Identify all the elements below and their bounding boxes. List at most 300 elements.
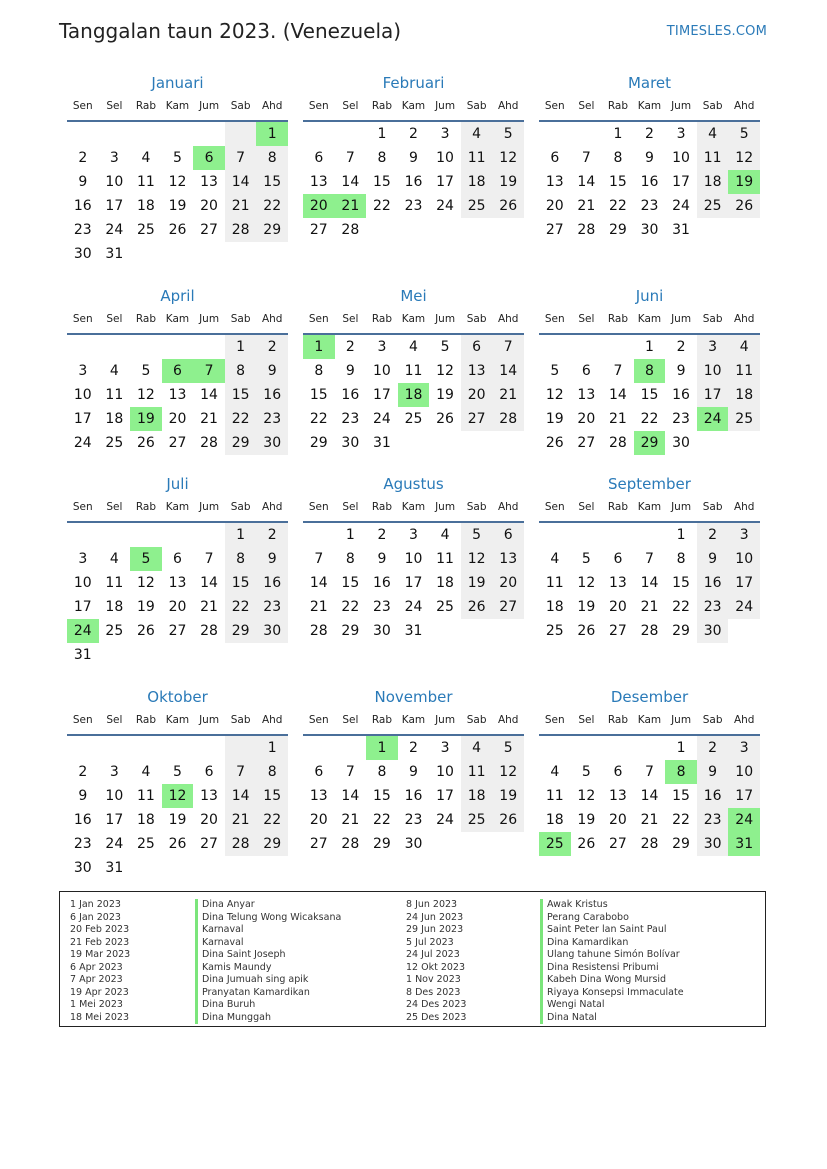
day-cell: 1: [225, 523, 257, 547]
day-cell: 14: [640, 575, 659, 591]
month-title: Oktober: [147, 688, 208, 706]
day-cell: 4: [409, 339, 418, 355]
day-cell: 30: [73, 860, 92, 876]
day-cell: 4: [109, 551, 119, 567]
weekday-label: Kam: [637, 501, 662, 513]
legend-holiday-name: Pranyatan Kamardikan: [195, 987, 341, 1000]
day-cell: 10: [73, 575, 92, 591]
day-cell: 20: [609, 599, 627, 615]
site-link[interactable]: TIMESLES.COM: [666, 24, 767, 39]
day-cell: 2: [676, 339, 686, 355]
day-cell: 4: [141, 764, 151, 780]
legend-date: 19 Apr 2023: [70, 986, 129, 998]
day-cell: 2: [697, 523, 729, 547]
day-cell: 24: [672, 198, 690, 214]
day-cell: 20: [309, 812, 328, 828]
day-cell: 14: [577, 174, 596, 190]
day-cell: 4: [461, 122, 493, 146]
weekday-label: Sab: [702, 501, 723, 513]
day-cell: 19: [168, 812, 187, 828]
day-cell: 17: [436, 788, 454, 804]
holiday-day-cell: 20: [303, 194, 335, 218]
day-cell: 14: [225, 170, 257, 194]
day-cell: 2: [256, 335, 288, 359]
day-cell: 9: [78, 174, 88, 190]
month-title: September: [608, 475, 691, 493]
weekday-label: Rab: [371, 100, 392, 112]
day-cell: 26: [577, 836, 596, 852]
weekday-label: Sen: [72, 100, 93, 112]
day-cell: 30: [404, 836, 423, 852]
holiday-day-cell: 1: [366, 736, 398, 760]
weekday-label: Sel: [106, 100, 123, 112]
legend-holiday-name: Karnaval: [195, 937, 341, 950]
weekday-label: Sen: [544, 313, 565, 325]
day-cell: 10: [436, 764, 454, 780]
day-cell: 19: [168, 198, 187, 214]
day-cell: 16: [256, 571, 288, 595]
day-cell: 14: [225, 784, 257, 808]
day-cell: 1: [676, 527, 686, 543]
day-cell: 19: [492, 170, 524, 194]
month-title: Februari: [382, 74, 445, 92]
month-maret: [539, 74, 760, 274]
legend-date: 19 Mar 2023: [70, 949, 131, 960]
day-cell: 11: [461, 146, 493, 170]
day-cell: 7: [345, 764, 355, 780]
weekday-label: Ahd: [497, 714, 519, 726]
day-cell: 3: [440, 740, 450, 756]
day-cell: 19: [461, 571, 493, 595]
legend-date: 6 Apr 2023: [70, 961, 123, 973]
day-cell: 15: [672, 575, 690, 591]
day-cell: 3: [377, 339, 387, 355]
weekday-label: Kam: [165, 501, 190, 513]
day-cell: 15: [256, 170, 288, 194]
month-november: [303, 688, 524, 888]
weekday-label: Rab: [135, 313, 156, 325]
holiday-day-cell: 25: [539, 832, 571, 856]
day-cell: 30: [697, 832, 729, 856]
weekday-label: Sab: [230, 313, 251, 325]
weekday-label: Sel: [578, 714, 595, 726]
weekday-label: Rab: [135, 714, 156, 726]
day-cell: 23: [672, 411, 690, 427]
day-cell: 3: [440, 126, 450, 142]
legend-date: 18 Mei 2023: [70, 1011, 129, 1023]
weekday-label: Sab: [466, 100, 487, 112]
day-cell: 12: [168, 174, 187, 190]
day-cell: 6: [550, 150, 560, 166]
weekday-label: Jum: [199, 100, 220, 112]
weekday-label: Sab: [466, 313, 487, 325]
day-cell: 21: [640, 599, 659, 615]
day-cell: 10: [697, 359, 729, 383]
holiday-day-cell: 6: [162, 359, 194, 383]
day-cell: 26: [168, 222, 187, 238]
day-cell: 1: [377, 126, 387, 142]
weekday-label: Sen: [544, 501, 565, 513]
day-cell: 18: [137, 198, 155, 214]
weekday-header: [539, 501, 760, 518]
month-januari: [67, 74, 288, 274]
day-cell: 22: [256, 194, 288, 218]
weekday-label: Jum: [435, 714, 456, 726]
legend-date: 24 Jun 2023: [406, 911, 464, 923]
day-cell: 11: [697, 146, 729, 170]
weekday-label: Ahd: [497, 313, 519, 325]
day-cell: 21: [640, 812, 659, 828]
day-cell: 5: [461, 523, 493, 547]
month-title: Juli: [166, 475, 189, 493]
day-cell: 5: [550, 363, 560, 379]
day-cell: 14: [341, 174, 360, 190]
day-cell: 20: [168, 599, 187, 615]
legend-date: 29 Jun 2023: [406, 924, 464, 935]
day-cell: 3: [78, 551, 88, 567]
month-mei: [303, 287, 524, 487]
holiday-day-cell: 6: [193, 146, 225, 170]
weekday-header: [539, 313, 760, 330]
day-cell: 23: [73, 222, 92, 238]
day-cell: 28: [492, 407, 524, 431]
legend-date: 1 Jan 2023: [70, 899, 121, 910]
day-cell: 8: [256, 146, 288, 170]
weekday-label: Jum: [199, 313, 220, 325]
weekday-label: Rab: [607, 313, 628, 325]
legend-holiday-name: Wengi Natal: [540, 999, 684, 1012]
day-cell: 6: [204, 764, 214, 780]
day-cell: 17: [404, 575, 423, 591]
month-title: Januari: [151, 74, 204, 92]
weekday-header: [67, 714, 288, 731]
day-cell: 23: [256, 595, 288, 619]
day-cell: 18: [697, 170, 729, 194]
day-cell: 31: [105, 860, 124, 876]
day-cell: 22: [309, 411, 328, 427]
weekday-label: Rab: [371, 313, 392, 325]
month-agustus: [303, 475, 524, 675]
month-april: [67, 287, 288, 487]
day-cell: 22: [640, 411, 659, 427]
day-cell: 16: [373, 575, 391, 591]
day-cell: 9: [409, 764, 418, 780]
day-cell: 7: [613, 363, 623, 379]
day-cell: 11: [461, 760, 493, 784]
day-cell: 18: [436, 575, 454, 591]
day-cell: 8: [225, 359, 257, 383]
weekday-label: Kam: [637, 313, 662, 325]
weekday-label: Jum: [435, 100, 456, 112]
month-februari: [303, 74, 524, 274]
day-cell: 6: [581, 363, 591, 379]
day-cell: 19: [137, 599, 155, 615]
day-cell: 23: [404, 198, 423, 214]
day-cell: 15: [373, 174, 391, 190]
day-cell: 1: [613, 126, 623, 142]
day-cell: 2: [697, 736, 729, 760]
day-cell: 21: [225, 194, 257, 218]
legend-holiday-name: Kabeh Dina Wong Mursid: [540, 974, 684, 987]
day-cell: 2: [645, 126, 654, 142]
day-cell: 27: [200, 222, 218, 238]
day-cell: 13: [168, 575, 187, 591]
day-cell: 6: [314, 764, 324, 780]
day-cell: 13: [492, 547, 524, 571]
day-cell: 8: [676, 551, 686, 567]
day-cell: 2: [345, 339, 355, 355]
day-cell: 27: [492, 595, 524, 619]
day-cell: 17: [73, 599, 92, 615]
day-cell: 26: [545, 435, 564, 451]
day-cell: 20: [200, 198, 218, 214]
day-cell: 25: [137, 836, 155, 852]
legend-holiday-name: Dina Kamardikan: [540, 937, 684, 950]
weekday-label: Jum: [671, 100, 692, 112]
day-cell: 15: [672, 788, 690, 804]
day-cell: 19: [577, 812, 596, 828]
day-cell: 10: [73, 387, 92, 403]
day-cell: 18: [105, 599, 124, 615]
day-cell: 14: [609, 387, 627, 403]
legend-holiday-name: Dina Natal: [540, 1012, 684, 1025]
day-cell: 12: [545, 387, 564, 403]
day-cell: 14: [341, 788, 360, 804]
day-cell: 28: [609, 435, 627, 451]
day-cell: 21: [200, 411, 218, 427]
day-cell: 15: [225, 571, 257, 595]
legend-date: 21 Feb 2023: [70, 936, 130, 948]
holiday-day-cell: 1: [303, 335, 335, 359]
day-cell: 12: [728, 146, 760, 170]
day-cell: 21: [609, 411, 627, 427]
day-cell: 4: [550, 764, 560, 780]
day-cell: 24: [373, 411, 391, 427]
legend-date: 12 Okt 2023: [406, 961, 466, 973]
day-cell: 7: [225, 760, 257, 784]
weekday-label: Sab: [702, 313, 723, 325]
weekday-label: Sab: [466, 714, 487, 726]
day-cell: 6: [314, 150, 324, 166]
legend-holiday-name: Awak Kristus: [540, 899, 684, 912]
day-cell: 16: [697, 571, 729, 595]
day-cell: 25: [436, 599, 454, 615]
day-cell: 23: [697, 808, 729, 832]
weekday-label: Rab: [607, 714, 628, 726]
day-cell: 17: [728, 571, 760, 595]
day-cell: 28: [341, 836, 360, 852]
weekday-label: Jum: [435, 313, 456, 325]
day-cell: 10: [436, 150, 454, 166]
day-cell: 9: [256, 547, 288, 571]
legend-date: 8 Jun 2023: [406, 899, 458, 910]
holiday-day-cell: 7: [193, 359, 225, 383]
day-cell: 8: [377, 150, 387, 166]
day-cell: 3: [409, 527, 418, 543]
day-cell: 29: [672, 623, 690, 639]
holiday-day-cell: 24: [67, 619, 99, 643]
weekday-label: Sel: [342, 714, 359, 726]
day-cell: 26: [137, 435, 155, 451]
month-title: Desember: [610, 688, 689, 706]
weekday-label: Ahd: [261, 100, 283, 112]
day-cell: 8: [314, 363, 324, 379]
weekday-header: [67, 313, 288, 330]
day-cell: 22: [373, 812, 391, 828]
day-cell: 24: [73, 435, 92, 451]
day-cell: 26: [492, 808, 524, 832]
legend-holiday-name: Dina Saint Joseph: [195, 949, 341, 962]
day-cell: 8: [345, 551, 355, 567]
weekday-header: [303, 714, 524, 731]
weekday-label: Rab: [607, 100, 628, 112]
day-cell: 21: [225, 808, 257, 832]
legend-date: 8 Des 2023: [406, 986, 461, 998]
day-cell: 2: [409, 126, 418, 142]
day-cell: 24: [404, 599, 423, 615]
legend-date: 25 Des 2023: [406, 1011, 467, 1023]
day-cell: 29: [256, 218, 288, 242]
month-september: [539, 475, 760, 675]
day-cell: 16: [404, 788, 423, 804]
day-cell: 17: [373, 387, 391, 403]
legend-date: 20 Feb 2023: [70, 924, 130, 935]
day-cell: 25: [137, 222, 155, 238]
day-cell: 9: [78, 788, 88, 804]
weekday-label: Sel: [342, 501, 359, 513]
legend-holiday-name: Dina Telung Wong Wicaksana: [195, 912, 341, 925]
day-cell: 11: [545, 575, 564, 591]
day-cell: 9: [676, 363, 686, 379]
weekday-label: Sel: [106, 501, 123, 513]
weekday-label: Sab: [702, 714, 723, 726]
weekday-label: Jum: [199, 714, 220, 726]
day-cell: 23: [341, 411, 360, 427]
weekday-label: Sen: [308, 313, 329, 325]
day-cell: 5: [581, 764, 591, 780]
day-cell: 19: [492, 784, 524, 808]
day-cell: 11: [404, 363, 423, 379]
weekday-label: Jum: [671, 714, 692, 726]
day-cell: 16: [73, 812, 92, 828]
day-cell: 4: [440, 527, 450, 543]
weekday-header: [539, 100, 760, 117]
day-cell: 11: [137, 174, 155, 190]
weekday-label: Kam: [401, 714, 426, 726]
day-cell: 18: [105, 411, 124, 427]
legend-holiday-name: Dina Jumuah sing apik: [195, 974, 341, 987]
day-cell: 6: [173, 551, 182, 567]
day-cell: 4: [461, 736, 493, 760]
holiday-day-cell: 31: [728, 832, 760, 856]
day-cell: 3: [728, 736, 760, 760]
holiday-day-cell: 19: [728, 170, 760, 194]
weekday-label: Kam: [165, 714, 190, 726]
day-cell: 31: [672, 222, 690, 238]
day-cell: 9: [645, 150, 654, 166]
weekday-label: Ahd: [261, 501, 283, 513]
day-cell: 8: [256, 760, 288, 784]
day-cell: 22: [672, 812, 690, 828]
day-cell: 16: [256, 383, 288, 407]
day-cell: 15: [609, 174, 627, 190]
day-cell: 24: [105, 836, 124, 852]
day-cell: 18: [461, 784, 493, 808]
day-cell: 7: [645, 764, 654, 780]
day-cell: 18: [461, 170, 493, 194]
page-title: Tanggalan taun 2023. (Venezuela): [59, 19, 402, 43]
weekday-label: Rab: [371, 714, 392, 726]
day-cell: 2: [409, 740, 418, 756]
day-cell: 25: [545, 623, 564, 639]
holiday-day-cell: 18: [398, 383, 430, 407]
weekday-label: Sen: [308, 714, 329, 726]
weekday-label: Ahd: [733, 714, 755, 726]
day-cell: 5: [141, 363, 151, 379]
day-cell: 19: [577, 599, 596, 615]
legend-date: 6 Jan 2023: [70, 911, 121, 923]
weekday-label: Rab: [371, 501, 392, 513]
weekday-label: Sab: [230, 100, 251, 112]
month-title: Agustus: [383, 475, 444, 493]
day-cell: 7: [645, 551, 654, 567]
day-cell: 5: [173, 764, 182, 780]
legend-holiday-name: Ulang tahune Simón Bolívar: [540, 949, 684, 962]
day-cell: 27: [609, 623, 627, 639]
day-cell: 30: [697, 619, 729, 643]
day-cell: 25: [461, 808, 493, 832]
day-cell: 9: [377, 551, 387, 567]
day-cell: 9: [697, 547, 729, 571]
day-cell: 17: [105, 812, 124, 828]
holiday-day-cell: 21: [335, 194, 367, 218]
day-cell: 29: [609, 222, 627, 238]
weekday-label: Ahd: [497, 100, 519, 112]
day-cell: 25: [461, 194, 493, 218]
day-cell: 3: [109, 150, 119, 166]
day-cell: 11: [436, 551, 454, 567]
day-cell: 17: [672, 174, 690, 190]
day-cell: 31: [373, 435, 391, 451]
day-cell: 15: [256, 784, 288, 808]
holiday-day-cell: 19: [130, 407, 162, 431]
day-cell: 29: [672, 836, 690, 852]
month-title: April: [160, 287, 195, 305]
holiday-day-cell: 8: [634, 359, 666, 383]
day-cell: 12: [577, 575, 596, 591]
weekday-label: Sel: [578, 501, 595, 513]
day-cell: 3: [676, 126, 686, 142]
weekday-label: Sab: [702, 100, 723, 112]
day-cell: 11: [105, 575, 124, 591]
day-cell: 24: [436, 812, 454, 828]
day-cell: 12: [577, 788, 596, 804]
day-cell: 6: [613, 764, 623, 780]
weekday-header: [67, 501, 288, 518]
day-cell: 14: [200, 575, 218, 591]
day-cell: 13: [200, 788, 218, 804]
weekday-label: Sel: [342, 100, 359, 112]
weekday-label: Sen: [72, 714, 93, 726]
day-cell: 12: [137, 387, 155, 403]
day-cell: 27: [309, 222, 328, 238]
day-cell: 31: [73, 647, 92, 663]
weekday-label: Rab: [135, 501, 156, 513]
day-cell: 27: [309, 836, 328, 852]
day-cell: 17: [697, 383, 729, 407]
weekday-label: Sel: [106, 714, 123, 726]
day-cell: 22: [341, 599, 360, 615]
